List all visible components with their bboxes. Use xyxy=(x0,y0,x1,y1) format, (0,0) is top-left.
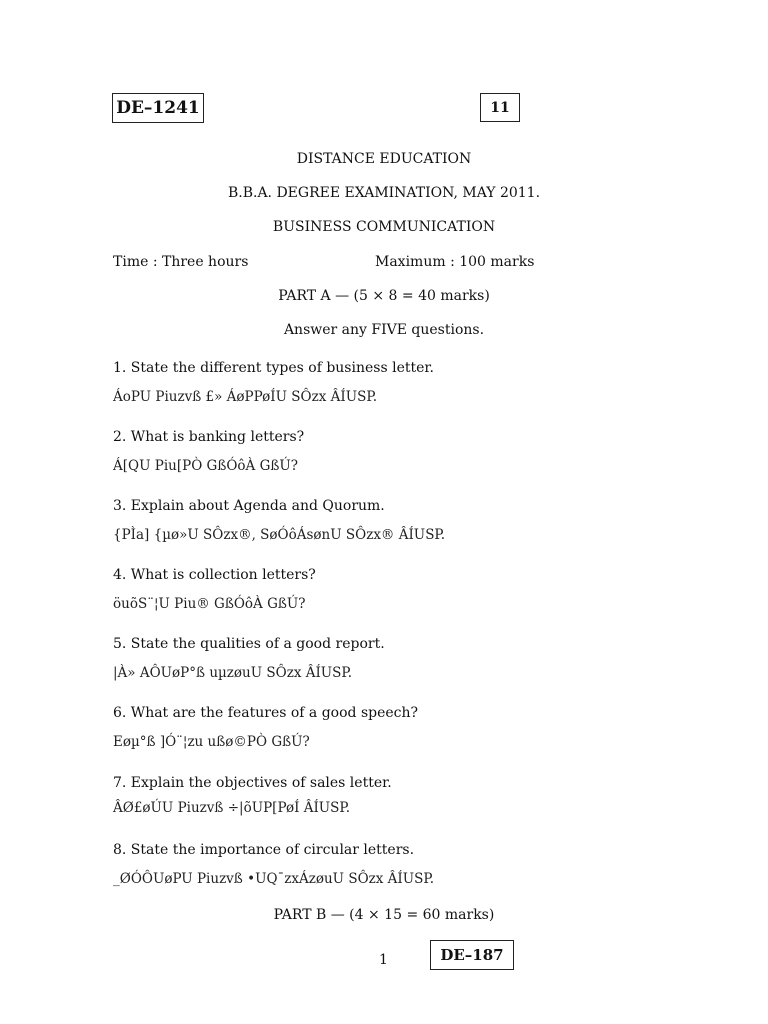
footer-code-box: DE–187 xyxy=(430,940,514,970)
page-number: 1 xyxy=(379,952,388,968)
question-8-translation: _ØÓÔUøPU Piuzvß •UQ¯zxÁzøuU SÔzx ÂÍUSP. xyxy=(113,871,435,887)
question-3: 3. Explain about Agenda and Quorum. xyxy=(113,498,385,514)
title-line-1: DISTANCE EDUCATION xyxy=(296,151,472,167)
question-4-translation: öuõS¨¦U Piu® GßÓôÀ GßÚ? xyxy=(113,596,306,612)
question-6: 6. What are the features of a good speech? xyxy=(113,705,419,721)
part-a-instruction: Answer any FIVE questions. xyxy=(283,322,485,338)
title-line-3: BUSINESS COMMUNICATION xyxy=(272,219,496,235)
question-7: 7. Explain the objectives of sales letter. xyxy=(113,775,392,791)
page-count-box: 11 xyxy=(480,93,520,122)
question-8: 8. State the importance of circular letters. xyxy=(113,842,415,858)
question-7-translation: ÂØ£øÚU Piuzvß ÷|õUP[PøÍ ÂÍUSP. xyxy=(113,800,351,816)
paper-code-box: DE–1241 xyxy=(112,93,204,123)
title-line-2: B.B.A. DEGREE EXAMINATION, MAY 2011. xyxy=(227,185,541,201)
question-1: 1. State the different types of business letter. xyxy=(113,360,434,376)
part-a-heading: PART A — (5 × 8 = 40 marks) xyxy=(278,288,490,304)
question-4: 4. What is collection letters? xyxy=(113,567,316,583)
question-6-translation: Eøµ°ß ]Ó¨¦zu ußø©PÒ GßÚ? xyxy=(113,734,310,750)
question-5: 5. State the qualities of a good report. xyxy=(113,636,385,652)
question-1-translation: ÁoPU Piuzvß £» ÁøPPøÍU SÔzx ÂÍUSP. xyxy=(113,389,377,405)
question-2-translation: Á[QU Piu[PÒ GßÓôÀ GßÚ? xyxy=(113,458,299,474)
question-3-translation: {PÌa] {µø»U SÔzx®, SøÓôÁsønU SÔzx® ÂÍUSP. xyxy=(113,527,446,543)
question-5-translation: |À» AÔUøP°ß uµzøuU SÔzx ÂÍUSP. xyxy=(113,665,353,681)
max-marks-label: Maximum : 100 marks xyxy=(375,254,535,270)
part-b-heading: PART B — (4 × 15 = 60 marks) xyxy=(273,907,495,923)
time-label: Time : Three hours xyxy=(113,254,249,270)
question-2: 2. What is banking letters? xyxy=(113,429,305,445)
